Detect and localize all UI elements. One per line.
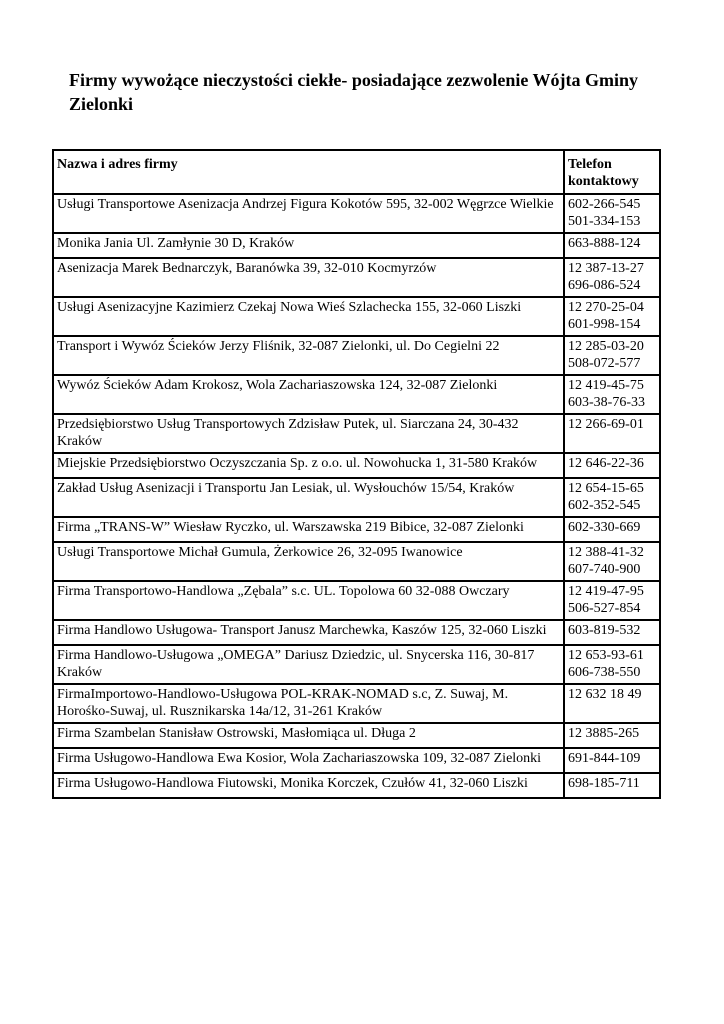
phone-number: 506-527-854 <box>568 601 641 616</box>
table-row <box>54 454 659 479</box>
table-row <box>54 724 659 749</box>
company-phone-cell <box>565 621 659 646</box>
company-phone-cell <box>565 195 659 234</box>
company-phone-cell <box>565 479 659 518</box>
company-phone-cell <box>565 543 659 582</box>
company-name-address: Firma Szambelan Stanisław Ostrowski, Masłomiąca ul. Długa 2 <box>54 724 565 749</box>
phone-number: 607-740-900 <box>568 562 641 577</box>
company-phone-cell <box>565 415 659 454</box>
company-name-address: Firma Handlowo-Usługowa „OMEGA” Dariusz Dziedzic, ul. Snycerska 116, 30-817 Kraków <box>54 646 565 685</box>
column-header-phone: Telefon kontaktowy <box>565 151 659 195</box>
company-phone-cell <box>565 454 659 479</box>
phone-number: 602-352-545 <box>568 498 641 513</box>
phone-number: 12 419-45-75 <box>568 378 644 393</box>
company-name-address: Firma Usługowo-Handlowa Fiutowski, Monika Korczek, Czułów 41, 32-060 Liszki <box>54 774 565 797</box>
table-row <box>54 234 659 259</box>
company-phone-cell <box>565 376 659 415</box>
companies-table-container <box>52 149 657 799</box>
table-row <box>54 582 659 621</box>
table-row <box>54 259 659 298</box>
table-row <box>54 479 659 518</box>
company-phone-cell <box>565 259 659 298</box>
phone-number: 696-086-524 <box>568 278 641 293</box>
company-name-address: Firma Transportowo-Handlowa „Zębala” s.c. UL. Topolowa 60 32-088 Owczary <box>54 582 565 621</box>
phone-number: 508-072-577 <box>568 356 641 371</box>
company-name-address: Asenizacja Marek Bednarczyk, Baranówka 39, 32-010 Kocmyrzów <box>54 259 565 298</box>
phone-number: 12 285-03-20 <box>568 339 644 354</box>
column-header-name: Nazwa i adres firmy <box>54 151 565 195</box>
company-name-address: Firma Handlowo Usługowa- Transport Janusz Marchewka, Kaszów 125, 32-060 Liszki <box>54 621 565 646</box>
table-row <box>54 195 659 234</box>
company-name-address: Monika Jania Ul. Zamłynie 30 D, Kraków <box>54 234 565 259</box>
phone-number: 12 646-22-36 <box>568 456 644 471</box>
phone-number: 12 653-93-61 <box>568 648 644 663</box>
phone-number: 606-738-550 <box>568 665 641 680</box>
phone-number: 12 654-15-65 <box>568 481 644 496</box>
company-name-address: Transport i Wywóz Ścieków Jerzy Fliśnik, 32-087 Zielonki, ul. Do Cegielni 22 <box>54 337 565 376</box>
table-row <box>54 518 659 543</box>
table-row <box>54 774 659 797</box>
table-row <box>54 621 659 646</box>
table-row <box>54 337 659 376</box>
table-row <box>54 685 659 724</box>
phone-number: 12 266-69-01 <box>568 417 644 432</box>
table-row <box>54 543 659 582</box>
phone-number: 603-819-532 <box>568 623 641 638</box>
company-name-address: Usługi Transportowe Michał Gumula, Żerkowice 26, 32-095 Iwanowice <box>54 543 565 582</box>
phone-number: 602-330-669 <box>568 520 641 535</box>
company-name-address: Zakład Usług Asenizacji i Transportu Jan Lesiak, ul. Wysłouchów 15/54, Kraków <box>54 479 565 518</box>
phone-number: 12 270-25-04 <box>568 300 644 315</box>
table-body <box>54 195 659 797</box>
table-row <box>54 298 659 337</box>
phone-number: 603-38-76-33 <box>568 395 645 410</box>
table-row <box>54 646 659 685</box>
companies-table <box>52 149 661 799</box>
table-row <box>54 749 659 774</box>
phone-number: 663-888-124 <box>568 236 641 251</box>
phone-number: 602-266-545 <box>568 197 641 212</box>
table-row <box>54 376 659 415</box>
company-phone-cell <box>565 774 659 797</box>
company-name-address: Usługi Transportowe Asenizacja Andrzej Figura Kokotów 595, 32-002 Węgrzce Wielkie <box>54 195 565 234</box>
company-name-address: Miejskie Przedsiębiorstwo Oczyszczania Sp. z o.o. ul. Nowohucka 1, 31-580 Kraków <box>54 454 565 479</box>
company-name-address: Firma Usługowo-Handlowa Ewa Kosior, Wola Zachariaszowska 109, 32-087 Zielonki <box>54 749 565 774</box>
company-phone-cell <box>565 582 659 621</box>
company-phone-cell <box>565 298 659 337</box>
phone-number: 12 419-47-95 <box>568 584 644 599</box>
company-name-address: FirmaImportowo-Handlowo-Usługowa POL-KRAK-NOMAD s.c, Z. Suwaj, M. Horośko-Suwaj, ul. Rusznikarska 14a/12, 31-261 Kraków <box>54 685 565 724</box>
company-phone-cell <box>565 234 659 259</box>
phone-number: 12 632 18 49 <box>568 687 642 702</box>
phone-number: 691-844-109 <box>568 751 641 766</box>
company-phone-cell <box>565 685 659 724</box>
company-name-address: Firma „TRANS-W” Wiesław Ryczko, ul. Warszawska 219 Bibice, 32-087 Zielonki <box>54 518 565 543</box>
company-phone-cell <box>565 724 659 749</box>
phone-number: 12 388-41-32 <box>568 545 644 560</box>
phone-number: 501-334-153 <box>568 214 641 229</box>
table-row <box>54 415 659 454</box>
phone-number: 601-998-154 <box>568 317 641 332</box>
company-phone-cell <box>565 518 659 543</box>
company-phone-cell <box>565 646 659 685</box>
phone-number: 12 3885-265 <box>568 726 640 741</box>
company-phone-cell <box>565 749 659 774</box>
phone-number: 698-185-711 <box>568 776 640 791</box>
phone-number: 12 387-13-27 <box>568 261 644 276</box>
company-name-address: Usługi Asenizacyjne Kazimierz Czekaj Nowa Wieś Szlachecka 155, 32-060 Liszki <box>54 298 565 337</box>
company-name-address: Wywóz Ścieków Adam Krokosz, Wola Zachariaszowska 124, 32-087 Zielonki <box>54 376 565 415</box>
company-phone-cell <box>565 337 659 376</box>
company-name-address: Przedsiębiorstwo Usług Transportowych Zdzisław Putek, ul. Siarczana 24, 30-432 Kraków <box>54 415 565 454</box>
page-title: Firmy wywożące nieczystości ciekłe- posiadające zezwolenie Wójta Gminy Zielonki <box>69 70 639 114</box>
table-header-row <box>54 151 659 195</box>
